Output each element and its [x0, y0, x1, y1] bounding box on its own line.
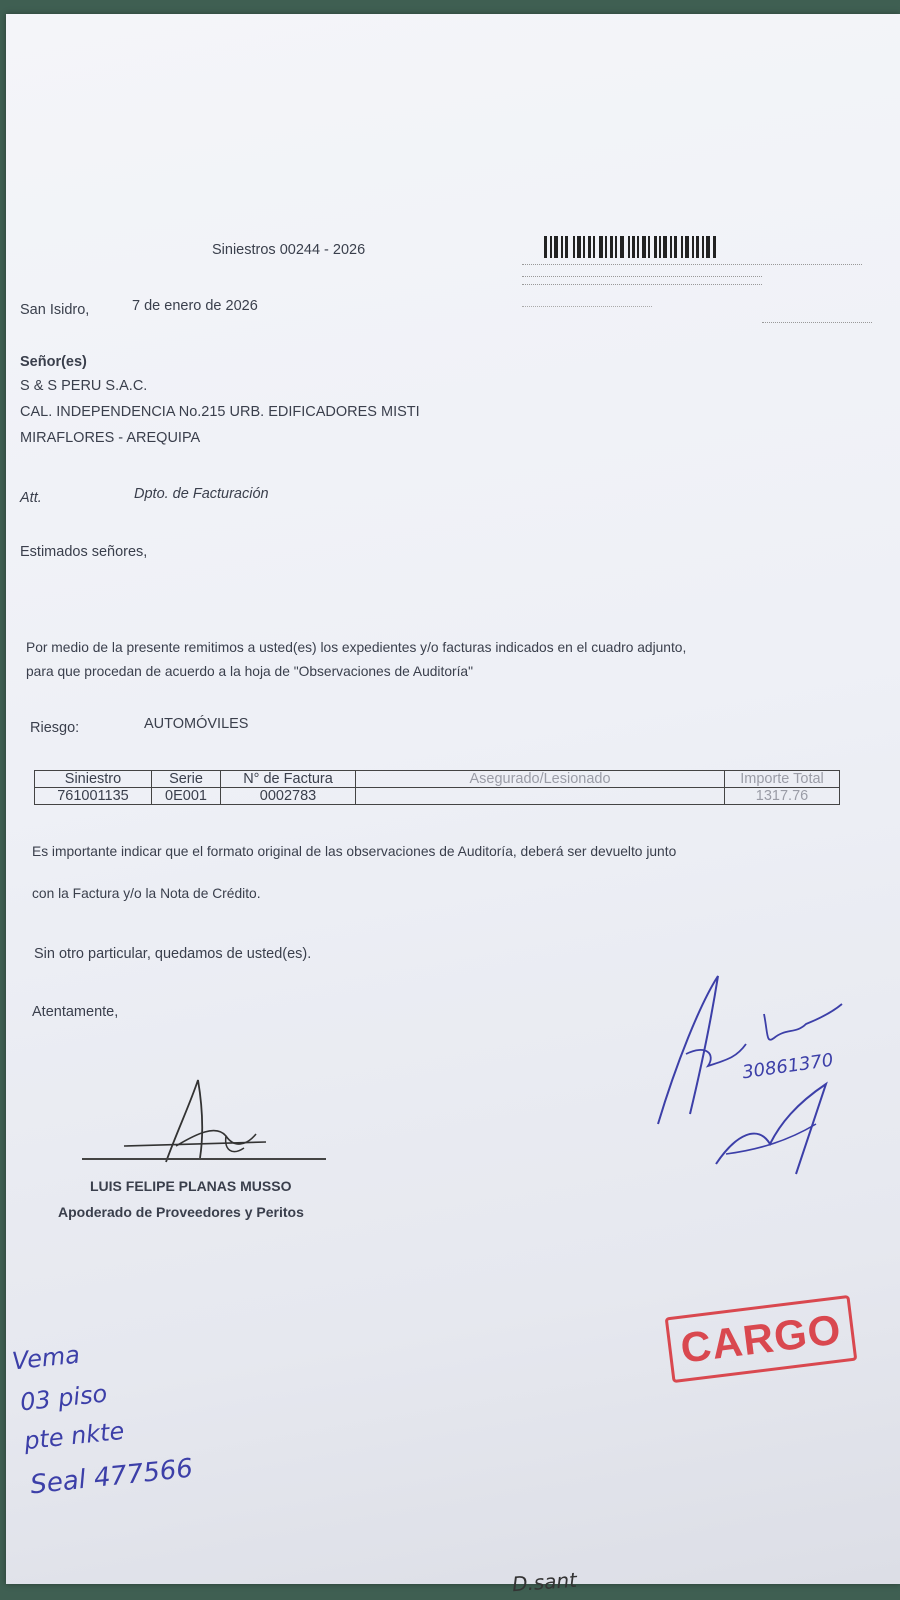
- header-factura: N° de Factura: [221, 771, 356, 788]
- risk-value: AUTOMÓVILES: [144, 716, 249, 732]
- cell-siniestro: 761001135: [35, 788, 152, 805]
- recipient-company: S & S PERU S.A.C.: [20, 378, 148, 394]
- receiver-number: 30861370: [740, 1049, 835, 1084]
- handwritten-note-2: 03 piso: [18, 1379, 109, 1417]
- cell-importe: 1317.76: [725, 788, 840, 805]
- cell-factura: 0002783: [221, 788, 356, 805]
- receipt-print-line: [522, 264, 862, 267]
- letter-date: 7 de enero de 2026: [132, 298, 258, 314]
- header-asegurado: Asegurado/Lesionado: [356, 771, 725, 788]
- table-header-row: [35, 771, 840, 788]
- paragraph-2-line-2: con la Factura y/o la Nota de Crédito.: [32, 886, 261, 901]
- closing-line: Sin otro particular, quedamos de usted(es).: [34, 946, 312, 962]
- risk-label: Riesgo:: [30, 720, 80, 736]
- invoice-table: [34, 770, 840, 805]
- cell-asegurado: [356, 788, 725, 805]
- paragraph-2-line-1: Es importante indicar que el formato original de las observaciones de Auditoría, deberá ser devuelto junto: [32, 844, 677, 859]
- receiver-signature: [646, 974, 886, 1194]
- place: San Isidro,: [20, 302, 90, 318]
- salutation: Señor(es): [20, 354, 87, 370]
- table-row: [35, 788, 840, 805]
- handwritten-note-1: Vema: [10, 1340, 82, 1376]
- header-siniestro: Siniestro: [35, 771, 152, 788]
- cargo-stamp: [665, 1295, 858, 1383]
- paragraph-1-line-2: para que procedan de acuerdo a la hoja de "Observaciones de Auditoría": [26, 664, 474, 679]
- handwritten-bottom-mark: D.sant: [511, 1567, 578, 1597]
- header-importe: Importe Total: [725, 771, 840, 788]
- reference-number: Siniestros 00244 - 2026: [212, 242, 366, 258]
- signatory-title: Apoderado de Proveedores y Peritos: [58, 1204, 304, 1220]
- recipient-address-1: CAL. INDEPENDENCIA No.215 URB. EDIFICADORES MISTI: [20, 404, 420, 420]
- attention-value: Dpto. de Facturación: [134, 486, 269, 502]
- signature-line: [82, 1158, 326, 1160]
- issuer-signature: [106, 1074, 306, 1164]
- recipient-address-2: MIRAFLORES - AREQUIPA: [20, 430, 201, 446]
- receipt-print-line: [762, 322, 872, 325]
- receipt-print-line: [522, 276, 762, 279]
- signatory-name: LUIS FELIPE PLANAS MUSSO: [90, 1178, 292, 1194]
- receipt-print-line: [522, 306, 652, 309]
- paragraph-1-line-1: Por medio de la presente remitimos a usted(es) los expedientes y/o facturas indicados en el cuadro adjunto,: [26, 640, 687, 655]
- attention-label: Att.: [20, 490, 42, 506]
- barcode: [544, 236, 750, 258]
- letter-page: [6, 14, 900, 1597]
- header-serie: Serie: [152, 771, 221, 788]
- cargo-stamp-text: CARGO: [678, 1305, 844, 1372]
- farewell: Atentamente,: [32, 1004, 119, 1020]
- receipt-print-line: [522, 284, 762, 287]
- greeting: Estimados señores,: [20, 544, 148, 560]
- handwritten-note-3: pte nkte: [22, 1416, 126, 1456]
- handwritten-note-4: Seal 477566: [28, 1453, 195, 1501]
- cell-serie: 0E001: [152, 788, 221, 805]
